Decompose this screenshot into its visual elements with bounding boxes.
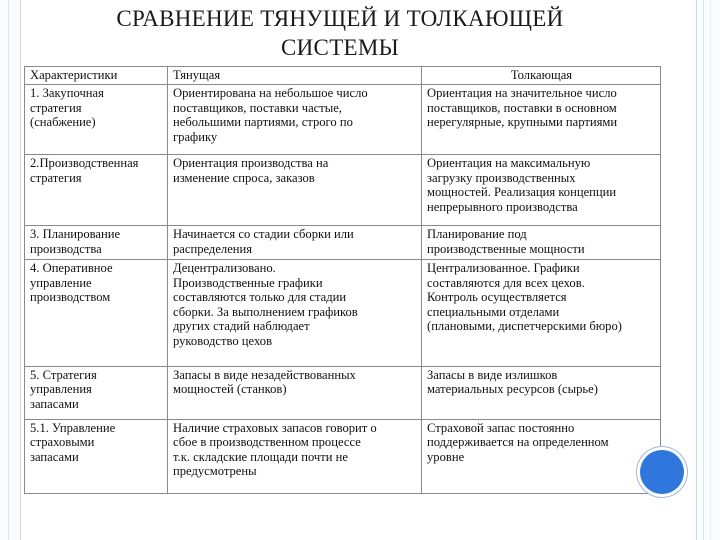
left-frame-decoration [0, 0, 21, 540]
table-cell: Централизованное. Графики составляются для всех цехов. Контроль осуществляется специальными отделами (плановыми, диспетчерскими бюро) [422, 260, 661, 366]
table-cell: 1. Закупочная стратегия (снабжение) [25, 85, 168, 155]
table-row [25, 260, 661, 366]
header-push-system: Толкающая [422, 67, 661, 85]
table-header-row [25, 67, 661, 85]
table-cell: Начинается со стадии сборки или распределения [168, 226, 422, 260]
right-frame-decoration [692, 0, 720, 540]
table-row [25, 366, 661, 419]
table-cell: Запасы в виде излишков материальных ресурсов (сырье) [422, 366, 661, 419]
table-cell: 2.Производственная стратегия [25, 155, 168, 226]
comparison-table [24, 66, 661, 494]
table-cell: 5. Стратегия управления запасами [25, 366, 168, 419]
table-cell: Децентрализовано. Производственные графики составляются только для стадии сборки. За выполнением графиков других стадий наблюдает руководство цехов [168, 260, 422, 366]
table-cell: Наличие страховых запасов говорит о сбое в производственном процессе т.к. складские площади почти не предусмотрены [168, 419, 422, 493]
table-row [25, 85, 661, 155]
table-cell: Запасы в виде незадействованных мощностей (станков) [168, 366, 422, 419]
table-row [25, 226, 661, 260]
table-cell: Ориентация на значительное число поставщиков, поставки в основном нерегулярные, крупными партиями [422, 85, 661, 155]
header-characteristics: Характеристики [25, 67, 168, 85]
table-row [25, 155, 661, 226]
table-cell: Ориентация производства на изменение спроса, заказов [168, 155, 422, 226]
table-cell: Страховой запас постоянно поддерживается на определенном уровне [422, 419, 661, 493]
slide-title [40, 4, 640, 62]
table-cell: 4. Оперативное управление производством [25, 260, 168, 366]
table-cell: Планирование под производственные мощности [422, 226, 661, 260]
table-cell: 5.1. Управление страховыми запасами [25, 419, 168, 493]
table-cell: Ориентация на максимальную загрузку производственных мощностей. Реализация концепции непрерывного производства [422, 155, 661, 226]
slide-title-line-1: СРАВНЕНИЕ ТЯНУЩЕЙ И ТОЛКАЮЩЕЙ [116, 6, 564, 31]
decorative-blue-circle [640, 450, 684, 494]
table-cell: Ориентирована на небольшое число поставщиков, поставки частые, небольшими партиями, строго по графику [168, 85, 422, 155]
header-pull-system: Тянущая [168, 67, 422, 85]
slide-title-line-2: СИСТЕМЫ [281, 35, 399, 60]
table-cell: 3. Планирование производства [25, 226, 168, 260]
table-row [25, 419, 661, 493]
